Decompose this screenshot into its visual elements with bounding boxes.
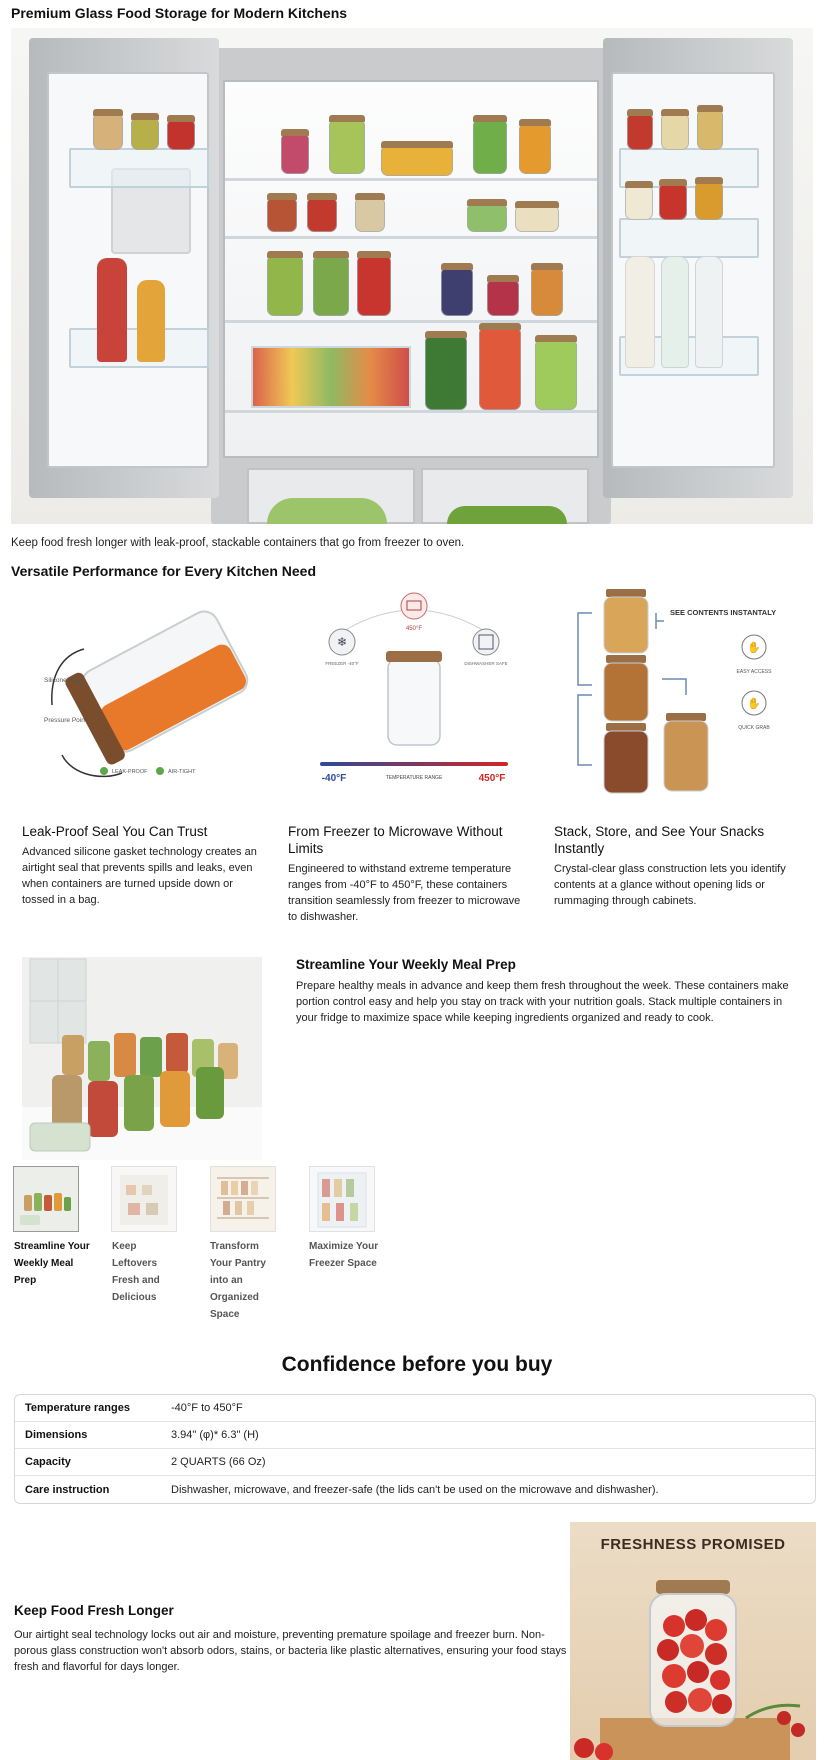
air-tight-label: AIR-TIGHT	[168, 769, 196, 775]
freezer-label: FREEZER -40°F	[325, 661, 359, 666]
spec-value: -40°F to 450°F	[171, 1402, 243, 1414]
spec-row	[15, 1476, 815, 1503]
quick-grab-label: QUICK GRAB	[738, 725, 770, 731]
spec-key: Dimensions	[25, 1429, 88, 1441]
versatile-heading: Versatile Performance for Every Kitchen Need	[11, 563, 317, 579]
thumbnail-label-meal-prep: Streamline Your Weekly Meal Prep	[14, 1241, 90, 1286]
freshness-promised-image	[570, 1522, 816, 1760]
hero-fridge-image	[11, 28, 813, 524]
top-450-label: 450°F	[405, 626, 423, 632]
pressure-point-label: Pressure Point	[44, 717, 87, 724]
thumbnail-label-freezer: Maximize Your Freezer Space	[309, 1241, 379, 1269]
spec-row	[15, 1449, 815, 1476]
spec-key: Care instruction	[25, 1483, 110, 1496]
page-title: Premium Glass Food Storage for Modern Kitchens	[11, 5, 348, 21]
thumbnail-leftovers[interactable]	[111, 1166, 177, 1232]
spec-row	[15, 1395, 815, 1422]
thumbnail-pantry[interactable]	[210, 1166, 276, 1232]
meal-prep-text: Prepare healthy meals in advance and keep them fresh throughout the week. These containers make portion control easy and help you stay on track with your nutrition goals. Stack multiple containers in your fridge to maximize space while keeping ingredients organized and ready to cook.	[296, 980, 789, 1024]
svg-text:❄: ❄	[336, 635, 348, 649]
feature-text: Crystal-clear glass construction lets you identify contents at a glance without opening lids or rummaging through cabinets.	[554, 863, 786, 907]
confidence-heading: Confidence before you buy	[281, 1353, 553, 1376]
feature-text: Advanced silicone gasket technology creates an airtight seal that prevents spills and leaks, even when containers are turned upside down or tossed in a bag.	[22, 846, 257, 906]
see-contents-label: SEE CONTENTS INSTANTALY	[670, 608, 777, 617]
leak-proof-label: LEAK-PROOF	[112, 769, 148, 775]
feature-title: Leak-Proof Seal You Can Trust	[22, 824, 208, 839]
svg-text:✋: ✋	[747, 698, 761, 710]
thumbnail-meal-prep[interactable]	[13, 1166, 79, 1232]
feature-title: From Freezer to Microwave Without Limits	[288, 824, 503, 856]
feature-card-leak-proof	[22, 823, 266, 908]
spec-value: Dishwasher, microwave, and freezer-safe (the lids can't be used on the microwave and dishwasher).	[171, 1483, 659, 1496]
freshness-badge: FRESHNESS PROMISED	[600, 1536, 786, 1553]
thumbnail-label-pantry: Transform Your Pantry into an Organized Space	[210, 1241, 266, 1320]
feature-title: Stack, Store, and See Your Snacks Instantly	[554, 824, 765, 856]
fresh-text: Our airtight seal technology locks out air and moisture, preventing premature spoilage and freezer burn. Non-porous glass construction won't absorb odors, stains, or bacteria like plastic alternatives, ensuring your food stays fresh and flavorful for days longer.	[14, 1629, 567, 1673]
spec-value: 2 QUARTS (66 Oz)	[171, 1456, 266, 1468]
spec-table	[14, 1394, 816, 1504]
low-temp-label: -40°F	[321, 773, 347, 784]
hero-caption: Keep food fresh longer with leak-proof, stackable containers that go from freezer to oven.	[11, 537, 465, 549]
high-temp-label: 450°F	[478, 773, 506, 784]
meal-prep-main-image	[22, 957, 262, 1160]
leak-proof-jar-image	[22, 585, 258, 805]
range-label: TEMPERATURE RANGE	[385, 775, 443, 781]
dishwasher-label: DISHWASHER SAFE	[464, 661, 508, 666]
meal-prep-title: Streamline Your Weekly Meal Prep	[296, 957, 516, 972]
spec-key: Temperature ranges	[25, 1402, 130, 1414]
spec-row	[15, 1422, 815, 1449]
easy-access-label: EASY ACCESS	[736, 669, 772, 675]
feature-card-stack	[554, 823, 798, 909]
silicone-seal-label: Silicone Seal	[44, 677, 82, 684]
svg-text:✋: ✋	[747, 642, 761, 654]
thumbnail-label-leftovers: Keep Leftovers Fresh and Delicious	[112, 1241, 160, 1303]
thumbnail-freezer[interactable]	[309, 1166, 375, 1232]
fresh-title: Keep Food Fresh Longer	[14, 1603, 174, 1618]
spec-value: 3.94" (φ)* 6.3" (H)	[171, 1429, 259, 1441]
spec-key: Capacity	[25, 1456, 71, 1468]
stacked-jars-image	[558, 585, 794, 805]
feature-text: Engineered to withstand extreme temperature ranges from -40°F to 450°F, these containers transition seamlessly from freezer to microwave to dishwasher.	[288, 863, 521, 923]
temperature-range-image	[296, 585, 532, 805]
feature-card-temperature	[288, 823, 532, 925]
